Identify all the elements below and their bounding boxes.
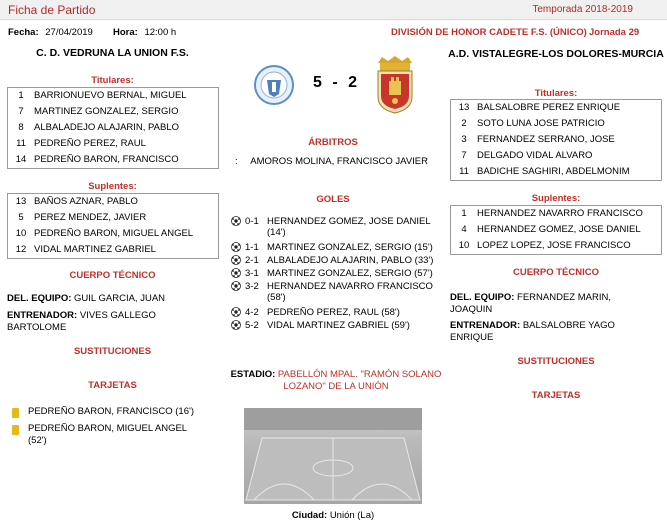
yellow-card-icon [12,408,19,418]
away-delegate: DEL. EQUIPO: FERNANDEZ MARIN, JOAQUIN [450,292,611,315]
list-item: 10 LOPEZ LOPEZ, JOSE FRANCISCO [458,240,631,251]
home-coach: ENTRENADOR: VIVES GALLEGO BARTOLOME [7,310,156,333]
home-starters-title: Titulares: [91,75,134,86]
away-staff-title: CUERPO TÉCNICO [512,267,600,278]
soccer-ball-icon [231,216,241,226]
away-cards-title: TARJETAS [531,390,581,401]
away-team-name: A.D. VISTALEGRE-LOS DOLORES-MURCIA [448,48,664,60]
stadium-info: ESTADIO: PABELLÓN MPAL. "RAMÓN SOLANO LOZANO" DE LA UNIÓN [230,369,442,392]
goal-entry: 5-2 VIDAL MARTINEZ GABRIEL (59') [231,320,410,331]
soccer-ball-icon [231,268,241,278]
top-bar [0,0,667,20]
goal-entry: 3-1 MARTINEZ GONZALEZ, SERGIO (57') [231,268,433,279]
referee-entry: : AMOROS MOLINA, FRANCISCO JAVIER [235,156,428,167]
away-crest [372,55,418,115]
away-coach: ENTRENADOR: BALSALOBRE YAGO ENRIQUE [450,320,615,343]
list-item: 7 MARTINEZ GONZALEZ, SERGIO [18,106,179,117]
list-item: 13 BALSALOBRE PEREZ ENRIQUE [458,102,621,113]
division-label: DIVISIÓN DE HONOR CADETE F.S. (ÚNICO) [391,27,587,38]
season-label: Temporada 2018-2019 [532,4,633,15]
list-item: 11 PEDREÑO PEREZ, RAUL [16,138,146,149]
list-item: 14 PEDREÑO BARON, FRANCISCO [15,154,179,165]
home-subst-title: SUSTITUCIONES [73,346,152,357]
list-item: 3 FERNANDEZ SERRANO, JOSE [461,134,615,145]
list-item: 1 BARRIONUEVO BERNAL, MIGUEL [18,90,187,101]
list-item: 5 PEREZ MENDEZ, JAVIER [18,212,147,223]
list-item: 7 DELGADO VIDAL ALVARO [461,150,593,161]
away-subs-list [450,205,662,255]
goal-entry: 1-1 MARTINEZ GONZALEZ, SERGIO (15') [231,242,433,253]
scoreboard [310,74,360,92]
goal-entry: 2-1 ALBALADEJO ALAJARIN, PABLO (33') [231,255,433,266]
score-separator: - [332,74,338,91]
card-entry: PEDREÑO BARON, FRANCISCO (16') [12,406,194,418]
list-item: 12 VIDAL MARTINEZ GABRIEL [15,244,156,255]
home-subs-list [7,193,219,259]
goal-entry: 0-1 HERNANDEZ GOMEZ, JOSE DANIEL (14') [231,216,446,238]
list-item: 4 HERNANDEZ GOMEZ, JOSE DANIEL [461,224,641,235]
home-starters-list [7,87,219,169]
goals-title: GOLES [316,194,350,205]
soccer-ball-icon [231,307,241,317]
home-score: 5 [312,74,322,91]
home-delegate: DEL. EQUIPO: GUIL GARCIA, JUAN [7,293,166,304]
away-starters-list [450,99,662,181]
yellow-card-icon [12,425,19,435]
list-item: 8 ALBALADEJO ALAJARIN, PABLO [18,122,180,133]
home-crest [253,64,295,106]
soccer-ball-icon [231,281,241,291]
soccer-ball-icon [231,242,241,252]
round-label: Jornada 29 [589,27,640,38]
list-item: 11 BADICHE SAGHIRI, ABDELMONIM [459,166,630,177]
match-time: Hora: 12:00 h [113,27,177,38]
soccer-ball-icon [231,320,241,330]
soccer-ball-icon [231,255,241,265]
home-cards-title: TARJETAS [88,380,137,391]
home-subs-title: Suplentes: [88,181,137,192]
away-starters-title: Titulares: [534,88,578,99]
list-item: 1 HERNANDEZ NAVARRO FRANCISCO [461,208,643,219]
away-subs-title: Suplentes: [531,193,581,204]
goal-entry: 3-2 HERNANDEZ NAVARRO FRANCISCO (58') [231,281,446,303]
away-score: 2 [348,74,358,91]
away-subst-title: SUSTITUCIONES [517,356,595,367]
page-title: Ficha de Partido [8,3,96,17]
home-staff-title: CUERPO TÉCNICO [69,270,156,281]
goal-entry: 4-2 PEDREÑO PEREZ, RAUL (58') [231,307,400,318]
list-item: 13 BAÑOS AZNAR, PABLO [15,196,138,207]
referees-title: ÁRBITROS [308,137,358,148]
home-team-name: C. D. VEDRUNA LA UNION F.S. [36,47,189,59]
list-item: 10 PEDREÑO BARON, MIGUEL ANGEL [15,228,194,239]
city-info: Ciudad: Unión (La) [291,510,375,521]
match-date: Fecha: 27/04/2019 [8,27,93,38]
list-item: 2 SOTO LUNA JOSE PATRICIO [461,118,605,129]
stadium-photo [244,408,422,504]
card-entry: PEDREÑO BARON, MIGUEL ANGEL (52') [12,423,212,447]
